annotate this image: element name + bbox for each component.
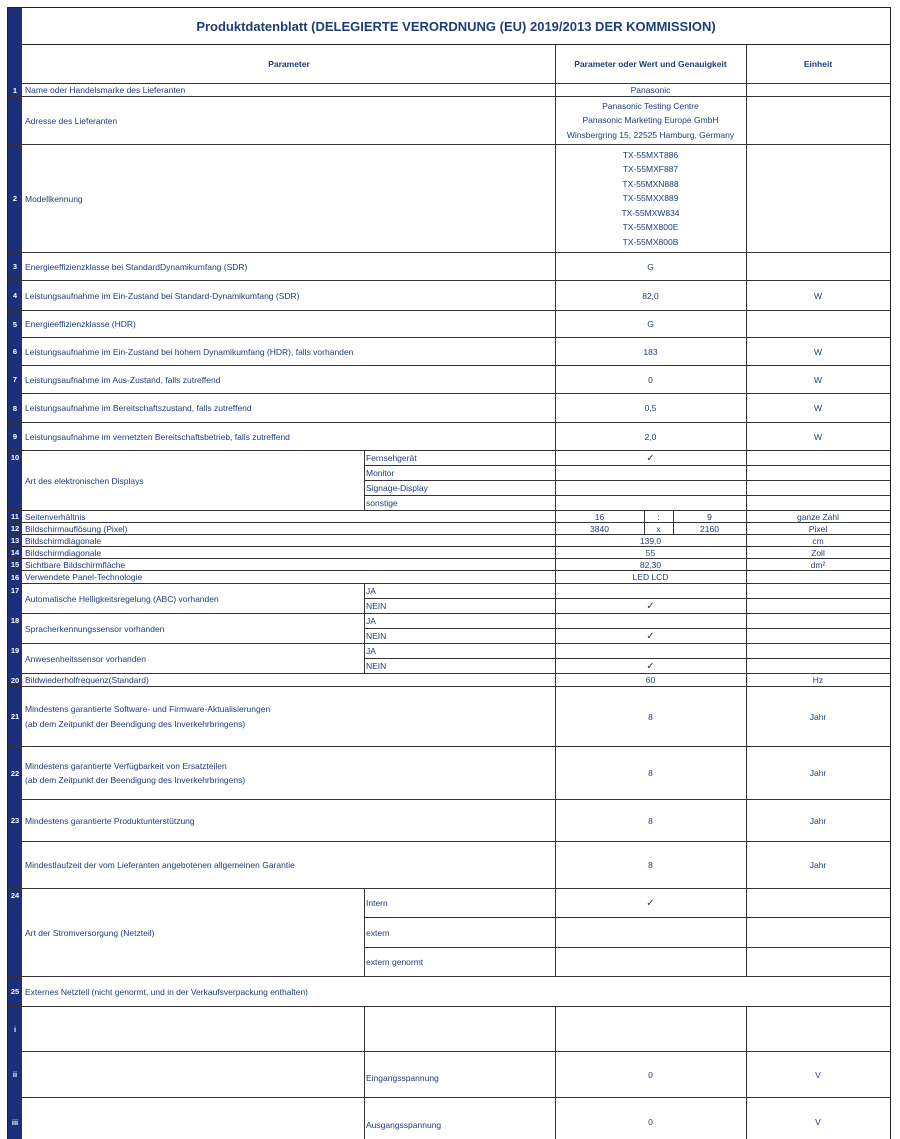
row-number: 7 [12, 375, 18, 384]
row-unit: V [815, 1117, 821, 1127]
model-list [555, 145, 746, 252]
row-number: 16 [10, 572, 20, 582]
check-icon: ✓ [646, 660, 655, 672]
model-id: TX-55MXT886 [622, 149, 679, 160]
row-11 [8, 511, 890, 523]
row-unit: W [813, 431, 823, 442]
row-label: Mindestlaufzeit der vom Lieferanten angebotenen allgemeinen Garantie [25, 860, 295, 870]
row-number: 8 [12, 403, 18, 413]
row-value: 60 [645, 675, 656, 685]
row-8 [8, 394, 890, 423]
row-value: 0,5 [644, 403, 657, 413]
row-label: Externes Netzteil (nicht genormt, und in der Verkaufsverpackung enthalten) [25, 986, 309, 997]
row-23 [8, 800, 890, 842]
row-unit: Jahr [809, 815, 827, 826]
row-unit: ganze Zahl [796, 511, 840, 522]
row-label: Bildschirmdiagonale [25, 547, 102, 558]
option-label: sonstige [366, 498, 398, 508]
row-label: Bildschirmdiagonale [25, 535, 102, 546]
row-value: 0 [648, 1069, 653, 1080]
header-row [8, 45, 890, 84]
row-value: 8 [648, 711, 653, 722]
row-6 [8, 338, 890, 366]
row-22 [8, 747, 890, 800]
row-number: 12 [10, 524, 20, 533]
row-label: Anwesenheitssensor vorhanden [25, 653, 146, 664]
option-label: extern genormt [366, 957, 424, 967]
model-id: TX-55MXW834 [621, 207, 680, 218]
row-label: Modellkennung [25, 193, 83, 204]
row-unit: Jahr [809, 860, 827, 870]
row-number: 3 [12, 262, 18, 271]
model-id: TX-55MXX889 [622, 193, 679, 204]
row-number: 18 [10, 616, 20, 625]
row-17 [8, 584, 890, 614]
row-iii [8, 1098, 890, 1139]
row-label: Leistungsaufnahme im Aus-Zustand, falls zutreffend [25, 374, 221, 385]
sub-label: Ausgangsspannung [366, 1120, 442, 1130]
row-value: 55 [645, 547, 656, 558]
row-unit: Jahr [809, 711, 827, 722]
row-value: 8 [648, 768, 653, 778]
label-line: (ab dem Zeitpunkt der Beendigung des Inverkehrbringens) [25, 718, 246, 729]
row-number: 4 [12, 291, 18, 300]
option-ja: JA [366, 646, 376, 656]
row-value: 0 [648, 374, 653, 385]
option-label: Intern [366, 898, 388, 908]
header-parameter: Parameter [268, 59, 310, 69]
row-ii [8, 1052, 890, 1098]
row-24 [8, 889, 890, 977]
row-20 [8, 674, 890, 687]
row-number: ii [12, 1070, 18, 1079]
header-unit: Einheit [803, 59, 833, 69]
row-label: Art des elektronischen Displays [25, 475, 144, 486]
option-ja: JA [366, 586, 376, 596]
option-nein: NEIN [366, 661, 387, 671]
row-14 [8, 547, 890, 559]
row-value: 8 [648, 815, 653, 826]
row-value: LED LCD [632, 572, 669, 582]
row-value: 8 [648, 860, 653, 870]
row-number: 14 [10, 548, 20, 557]
sub-label: Eingangsspannung [366, 1072, 439, 1083]
row-number: 25 [10, 987, 20, 996]
option-label: Fernsehgerät [366, 453, 417, 463]
resolution-a: 3840 [590, 523, 609, 534]
row-label: Seitenverhältnis [25, 511, 86, 522]
row-1 [8, 84, 890, 97]
row-label: Leistungsaufnahme im Bereitschaftszustand, falls zutreffend [25, 403, 252, 413]
row-number: 2 [12, 194, 18, 203]
row-13 [8, 535, 890, 547]
row-unit: W [813, 403, 823, 413]
row-19 [8, 644, 890, 674]
row-4 [8, 281, 890, 311]
row-number: 6 [12, 347, 18, 356]
option-nein: NEIN [366, 631, 387, 641]
row-15 [8, 559, 890, 571]
row-label: Spracherkennungssensor vorhanden [25, 623, 165, 634]
row-unit: dm² [810, 559, 826, 570]
row-value: 2,0 [644, 431, 657, 442]
row-number: i [13, 1024, 17, 1034]
row-warranty [8, 842, 890, 889]
row-label: Adresse des Lieferanten [25, 115, 118, 126]
row-unit: Zoll [811, 547, 825, 558]
row-label: Name oder Handelsmarke des Lieferanten [25, 85, 186, 95]
ratio-sep: : [657, 511, 660, 522]
row-number: 9 [12, 432, 18, 441]
option-label: Signage-Display [366, 483, 428, 493]
row-18 [8, 614, 890, 644]
row-number: 13 [10, 536, 20, 545]
label-line: Mindestens garantierte Software- und Firmware-Aktualisierungen [25, 704, 271, 714]
check-icon: ✓ [646, 897, 655, 909]
row-label [23, 687, 553, 746]
sheet-title: Produktdatenblatt (DELEGIERTE VERORDNUNG (EU) 2019/2013 DER KOMMISSION) [22, 8, 890, 45]
check-icon: ✓ [646, 630, 655, 642]
row-unit: Hz [812, 675, 824, 685]
row-value: 0 [648, 1117, 653, 1127]
address-line: Panasonic Marketing Europe GmbH [582, 115, 719, 126]
address-line: Panasonic Testing Centre [602, 100, 699, 111]
row-unit: Pixel [808, 523, 828, 534]
row-label: Leistungsaufnahme im vernetzten Bereitschaftsbetrieb, falls zutreffend [25, 431, 290, 442]
label-line: (ab dem Zeitpunkt der Beendigung des Inverkehrbringens) [25, 775, 246, 785]
ratio-a: 16 [594, 511, 605, 522]
row-number: 24 [10, 891, 20, 900]
row-number: 23 [10, 816, 20, 825]
check-icon: ✓ [646, 600, 655, 612]
product-data-sheet [7, 7, 891, 1139]
option-nein: NEIN [366, 601, 387, 611]
row-16 [8, 571, 890, 584]
row-label: Bildschirmauflösung (Pixel) [25, 523, 128, 534]
row-value: 183 [643, 346, 658, 357]
row-label: Verwendete Panel-Technologie [25, 572, 143, 582]
row-label: Energieeffizienzklasse (HDR) [25, 319, 136, 329]
row-label [23, 747, 553, 799]
row-unit: W [813, 374, 823, 385]
model-id: TX-55MXF887 [622, 164, 679, 175]
row-number: 21 [10, 712, 20, 721]
row-9 [8, 423, 890, 451]
row-label: Bildwiederholfrequenz(Standard) [25, 675, 149, 685]
row-value: G [647, 261, 654, 272]
row-label: Sichtbare Bildschirmfläche [25, 559, 126, 570]
row-label: Leistungsaufnahme im Ein-Zustand bei Standard-Dynamikumfang (SDR) [25, 290, 300, 301]
row-number: 10 [10, 453, 20, 462]
model-id: TX-55MXN888 [622, 178, 679, 189]
row-number: 20 [10, 675, 20, 685]
row-number: iii [11, 1117, 19, 1127]
row-unit: cm [812, 535, 824, 546]
row-number: 17 [10, 586, 20, 595]
row-21 [8, 687, 890, 747]
row-unit: W [813, 290, 823, 301]
row-label: Automatische Helligkeitsregelung (ABC) vorhanden [25, 593, 219, 604]
row-25 [8, 977, 890, 1007]
row-unit: Jahr [809, 768, 827, 778]
header-value: Parameter oder Wert und Genauigkeit [574, 59, 727, 69]
address-value [555, 97, 746, 144]
row-number: 5 [12, 319, 18, 329]
row-3 [8, 253, 890, 281]
ratio-b: 9 [707, 511, 712, 522]
row-5 [8, 311, 890, 338]
row-label: Leistungsaufnahme im Ein-Zustand bei hohem Dynamikumfang (HDR), falls vorhanden [25, 346, 354, 357]
option-ja: JA [366, 616, 376, 626]
row-value: G [647, 319, 654, 329]
row-number: 11 [11, 512, 19, 521]
row-2 [8, 145, 890, 253]
row-value: 82,30 [639, 559, 662, 570]
row-7 [8, 366, 890, 394]
row-i [8, 1007, 890, 1052]
model-id: TX-55MX800E [622, 222, 679, 233]
check-icon: ✓ [646, 452, 655, 464]
row-label: Mindestens garantierte Produktunterstützung [25, 815, 195, 826]
option-label: Monitor [366, 468, 395, 478]
row-address [8, 97, 890, 145]
resolution-sep: x [656, 523, 661, 534]
row-number: 15 [10, 560, 20, 569]
row-10 [8, 451, 890, 511]
row-value: 139,0 [639, 535, 662, 546]
option-label: extern [366, 927, 390, 938]
row-number: 1 [12, 85, 18, 95]
label-line: Mindestens garantierte Verfügbarkeit von Ersatzteilen [25, 760, 227, 771]
row-unit: V [815, 1069, 821, 1080]
row-12 [8, 523, 890, 535]
model-id: TX-55MX800B [622, 236, 679, 247]
address-line: Winsbergring 15, 22525 Hamburg, Germany [566, 129, 735, 140]
row-label: Art der Stromversorgung (Netzteil) [25, 927, 155, 938]
resolution-b: 2160 [700, 523, 719, 534]
row-number: 19 [10, 646, 20, 655]
row-number: 22 [10, 768, 20, 778]
row-value: 82,0 [642, 290, 659, 301]
row-value: Panasonic [630, 85, 671, 95]
row-label: Energieeffizienzklasse bei StandardDynamikumfang (SDR) [25, 261, 248, 272]
row-unit: W [813, 346, 823, 357]
